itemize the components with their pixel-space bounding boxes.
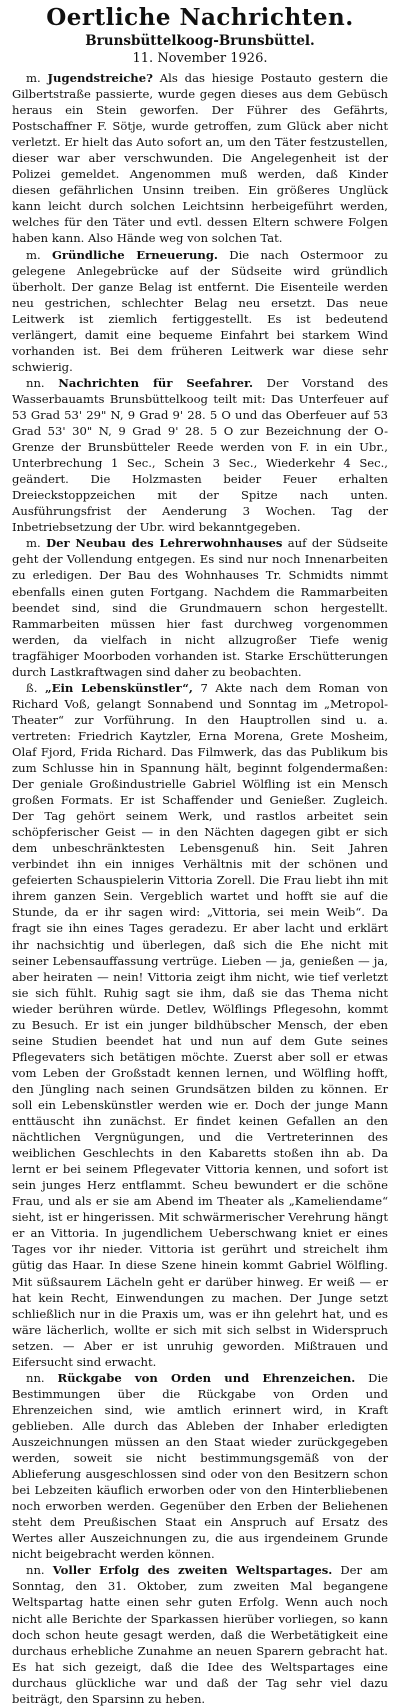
article-body: Der Vorstand des Wasserbauamts Brunsbüttelkoog teilt mit: Das Unterfeuer auf 53 Grad 53' 29" N, 9 Grad 9' 28. 5 O und das Oberfeuer auf 53 Grad 53' 30" N, 9 Grad 9' 28. 5 O zur Bezeichnung der O-Grenze der Brunsbütteler Reede werden von F. in ein Ubr., Unterbrechung 1 Sec., Schein 3 Sec., Wiederkehr 4 Sec., geändert. Die Holzmasten beider Feuer erhalten Dreieckstoppzeichen mit der Spitze nach unten. Ausführungsfrist der Aenderung 3 Wochen. Tag der Inbetriebsetzung der Ubr. wird bekanntgegeben.	[12, 375, 389, 535]
article-body: 7 Akte nach dem Roman von Richard Voß, gelangt Sonnabend und Sonntag im „Metropol-Theater“ zur Vorführung. In den Hauptrollen sind u. a. vertreten: Friedrich Kaytzler, Erna Morena, Grete Mosheim, Olaf Fjord, Frida Richard. Das Filmwerk, das das Publikum bis zum Schlusse hin in Spannung hält, beginnt folgendermaßen: Der geniale Großindustrielle Gabriel Wölfling ist ein Mensch großen Formats. Er ist Schaffender und Genießer. Zugleich. Der Tag gehört seinem Werk, und rastlos arbeitet sein schöpferischer Geist — in den Nächten dagegen gibt er sich dem unbeschränktesten Lebensgenuß hin. Seit Jahren verbindet ihn ein inniges Verhältnis mit der schönen und gefeierten Schauspielerin Vittoria Zorell. Die Frau liebt ihn mit ihrem ganzen Sein. Vergeblich wartet und hofft sie auf die Stunde, da er ihr sagen wird: „Vittoria, sei mein Weib“. Da fragt sie ihn eines Tages geradezu. Er aber lacht und erklärt ihr nachsichtig und überlegen, daß sich die Ehe nicht mit seiner Lebensauffassung vertrüge. Lieben — ja, genießen — ja, aber heiraten — nein! Vittoria zeigt ihm nicht, wie tief verletzt sie sich fühlt. Ruhig sagt sie ihm, daß sie das Thema nicht wieder berühren würde. Detlev, Wölflings Pflegesohn, kommt zu Besuch. Er ist ein junger bildhübscher Mensch, der eben seine Studien beendet hat und nun auf dem Gute seines Pflegevaters sich betätigen möchte. Zuerst aber soll er etwas vom Leben der Großstadt kennen lernen, und Wölfling hofft, den Jüngling nach seinen Grundsätzen bilden zu können. Er soll ein Lebenskünstler werden wie er. Doch der junge Mann enttäuscht ihn zunächst. Er findet keinen Gefallen an den nächtlichen Vergnügungen, und die Vertreterinnen des weiblichen Geschlechts in den Kabaretts stoßen ihn ab. Da lernt er bei seinem Pflegevater Vittoria kennen, und sofort ist sein junges Herz entflammt. Scheu bewundert er die schöne Frau, und als er sie am Abend im Theater als „Kameliendame“ sieht, ist er hingerissen. Mit schwärmerischer Verehrung hängt er an Vittoria. In jugendlichem Ueberschwang kniet er eines Tages vor ihr nieder. Vittoria ist gerührt und streichelt ihm gütig das Haar. In diese Szene hinein kommt Gabriel Wölfling. Mit süßsaurem Lächeln geht er darüber hinweg. Er weiß — er hat kein Recht, Einwendungen zu machen. Der Junge setzt schließlich nur in die Praxis um, was er ihn gelehrt hat, und es wäre lächerlich, wollte er sich mit sich selbst in Widerspruch setzen. — Aber er ist unruhig geworden. Mißtrauen und Eifersucht sind erwacht.	[12, 680, 388, 1369]
article-body: Die nach Ostermoor zu gelegene Anlegebrücke auf der Südseite wird gründlich überholt. Der ganze Belag ist entfernt. Die Eisenteile werden neu gestrichen, schlechter Belag neu ersetzt. Das neue Leitwerk ist ziemlich fertiggestellt. Es ist bedeutend verlängert, damit eine bequeme Einfahrt bei starkem Wind vorhanden ist. Bei dem früheren Leitwerk war diese sehr schwierig.	[12, 247, 389, 374]
article-orden	[12, 1370, 388, 1563]
article-body: Der am Sonntag, den 31. Oktober, zum zweiten Mal begangene Weltspartag hatte einen sehr guten Erfolg. Wenn auch noch nicht alle Berichte der Sparkassen hierüber vorliegen, so kann doch schon heute gesagt werden, daß die Werbetätigkeit eine durchaus erhebliche Zunahme an neuen Sparern gebracht hat. Es hat sich gezeigt, daß die Idee des Weltspartages eine durchaus glückliche war und daß der Tag sehr viel dazu beiträgt, den Sparsinn zu heben.	[12, 1563, 389, 1706]
article-signature: nn.	[26, 1563, 45, 1578]
article-signature: ß.	[26, 680, 38, 695]
article-signature: m.	[26, 247, 41, 262]
article-headline: Nachrichten für Seefahrer.	[58, 375, 254, 390]
article-signature: nn.	[26, 1370, 45, 1385]
article-seefahrer	[12, 375, 388, 535]
article-headline: Rückgabe von Orden und Ehrenzeichen.	[57, 1370, 356, 1385]
article-headline: Jugendstreiche?	[47, 71, 153, 85]
article-weltspartag	[12, 1562, 388, 1706]
article-jugendstreiche	[12, 70, 388, 247]
article-neubau	[12, 535, 388, 679]
article-body: Die Bestimmungen über die Rückgabe von Orden und Ehrenzeichen sind, wie amtlich erinnert wird, in Kraft geblieben. Alle durch das Ableben der Inhaber erledigten Auszeichnungen müssen an den Staat wieder zurückgegeben werden, soweit sie nicht bestimmungsgemäß von der Ablieferung ausgeschlossen sind oder von den Besitzern schon bei Lebzeiten käuflich erworben oder von den Hinterbliebenen noch erworben werden. Gegenüber den Erben der Beliehenen steht dem Preußischen Staat ein Anspruch auf Ersatz des Wertes aller Auszeichnungen zu, die aus irgendeinem Grunde nicht beigebracht werden können.	[12, 1370, 389, 1562]
section-title: Oertliche Nachrichten.	[46, 4, 354, 31]
article-signature: nn.	[26, 375, 45, 390]
article-erneuerung	[12, 247, 388, 375]
article-headline: Der Neubau des Lehrerwohnhauses	[46, 536, 283, 551]
article-body: Als das hiesige Postauto gestern die Gilbertstraße passierte, wurde gegen dieses aus dem Gebüsch heraus ein Stein geworfen. Der Führer des Gefährts, Postschaffner F. Sötje, wurde getroffen, zum Glück aber nicht verletzt. Er hielt das Auto sofort an, um den Täter festzustellen, dieser war aber verschwunden. Die Angelegenheit ist der Polizei gemeldet. Angenommen muß werden, daß Kinder diesen gefährlichen Unsinn treiben. Ein größeres Unglück kann leicht durch solchen Leichtsinn herbeigeführt werden, welches für den Täter und evtl. dessen Eltern schwere Folgen haben kann. Also Hände weg von solchen Tat.	[12, 71, 389, 246]
dateline: 11. November 1926.	[132, 51, 268, 66]
article-body: auf der Südseite geht der Vollendung entgegen. Es sind nur noch Innenarbeiten zu erledigen. Der Bau des Wohnhauses Tr. Schmidts nimmt ebenfalls einen guten Fortgang. Nachdem die Rammarbeiten beendet sind, sind die Grundmauern schon hergestellt. Rammarbeiten müssen hier fast durchweg vorgenommen werden, da vielfach in nicht allzugroßer Tiefe wenig tragfähiger Moorboden vorhanden ist. Starke Erschütterungen durch Lastkraftwagen sind daher zu beobachten.	[12, 536, 388, 679]
article-headline: Gründliche Erneuerung.	[52, 247, 218, 262]
location-heading: Brunsbüttelkoog-Brunsbüttel.	[85, 33, 315, 49]
article-signature: m.	[26, 71, 41, 85]
article-signature: m.	[26, 536, 41, 551]
article-lebenskuenstler	[12, 680, 388, 1370]
article-headline: „Ein Lebenskünstler“,	[44, 680, 193, 695]
article-headline: Voller Erfolg des zweiten Weltspartages.	[52, 1563, 333, 1578]
